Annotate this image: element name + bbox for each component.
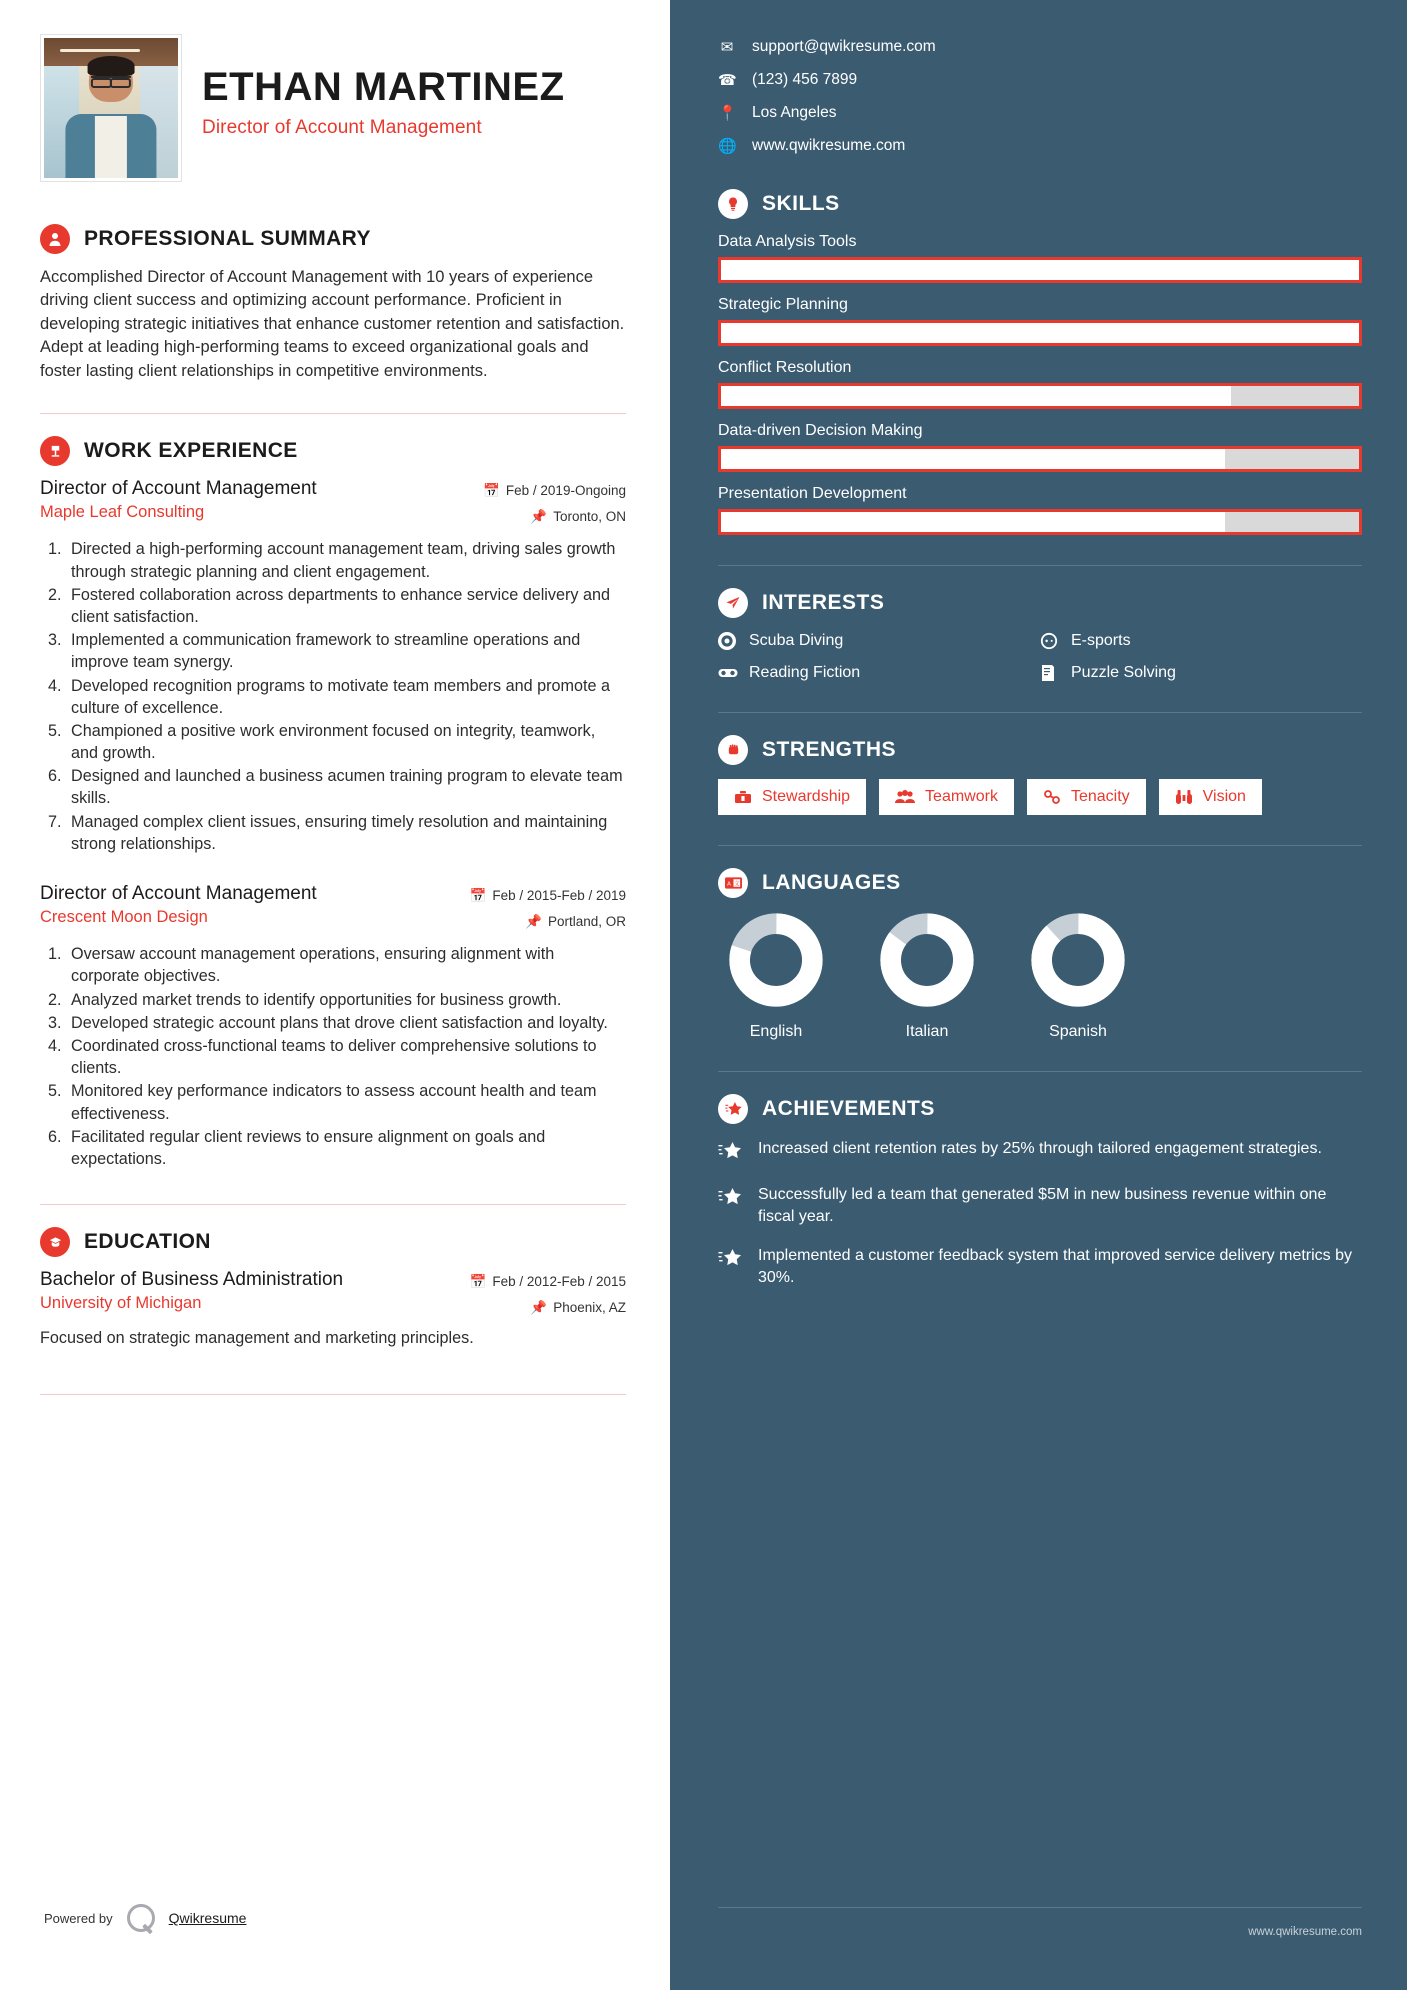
list-item: 4. Coordinated cross-functional teams to deliver comprehensive solutions to clients. — [66, 1035, 626, 1079]
language-item — [1030, 912, 1126, 1041]
work-title: Director of Account Management — [40, 478, 317, 500]
divider — [40, 1394, 626, 1395]
education-meta — [470, 1269, 626, 1320]
page-title: ETHAN MARTINEZ — [202, 65, 565, 109]
sidebar-footer-url: www.qwikresume.com — [1248, 1926, 1362, 1938]
footer-branding — [44, 1904, 246, 1932]
work-dates: Feb / 2019-Ongoing — [505, 483, 626, 499]
sidebar-divider — [718, 712, 1362, 713]
star-icon — [718, 1184, 744, 1228]
skill-item — [718, 296, 1362, 346]
list-item: 5. Monitored key performance indicators to assess account health and team effectiveness. — [66, 1080, 626, 1124]
section-title: WORK EXPERIENCE — [84, 439, 298, 463]
interest-item — [718, 664, 1040, 682]
sidebar-divider — [718, 845, 1362, 846]
skill-item — [718, 359, 1362, 409]
list-item: 7. Managed complex client issues, ensuring timely resolution and maintaining strong relationships. — [66, 811, 626, 855]
contact-location — [718, 104, 1362, 122]
list-item: 3. Developed strategic account plans that drove client satisfaction and loyalty. — [66, 1012, 626, 1034]
fist-icon — [718, 735, 748, 765]
svg-text:A: A — [726, 881, 731, 888]
section-header — [40, 224, 626, 254]
globe-icon: 🌐 — [718, 138, 737, 155]
section-title: ACHIEVEMENTS — [762, 1097, 935, 1120]
powered-by-label: Powered by — [44, 1910, 113, 1926]
qwikresume-logo-icon — [127, 1904, 155, 1932]
contact-value: Los Angeles — [752, 104, 837, 121]
section-title: LANGUAGES — [762, 871, 901, 894]
gamepad-round-icon — [1040, 632, 1060, 650]
location-pin-icon: 📌 — [530, 1299, 548, 1315]
location-pin-icon: 📌 — [525, 913, 542, 929]
language-donut — [728, 912, 824, 1008]
sidebar-divider — [718, 1071, 1362, 1072]
interest-label: Scuba Diving — [749, 632, 844, 649]
list-item: 5. Championed a positive work environment focused on integrity, teamwork, and growth. — [66, 720, 626, 764]
section-languages — [718, 868, 1362, 1041]
user-icon — [40, 224, 70, 254]
section-education — [40, 1227, 626, 1348]
skill-bar — [718, 383, 1362, 409]
contact-value: (123) 456 7899 — [752, 71, 858, 88]
strength-label: Vision — [1202, 788, 1246, 805]
star-badge-icon — [718, 1094, 748, 1124]
phone-icon: ☎ — [718, 72, 737, 89]
interest-label: Puzzle Solving — [1071, 664, 1176, 681]
work-meta — [470, 883, 626, 934]
work-item — [40, 883, 626, 1170]
interest-item — [1040, 664, 1362, 682]
avatar — [40, 34, 182, 182]
star-icon — [718, 1245, 744, 1289]
paper-plane-icon — [718, 588, 748, 618]
job-role-subtitle: Director of Account Management — [202, 117, 482, 138]
calendar-icon: 📅 — [483, 483, 500, 499]
binoculars-icon — [1175, 789, 1193, 805]
section-title: SKILLS — [762, 192, 840, 215]
section-header — [40, 1227, 626, 1257]
interest-item — [718, 632, 1040, 650]
contact-website[interactable] — [718, 137, 1362, 155]
lightbulb-icon — [718, 189, 748, 219]
section-header — [718, 735, 1362, 765]
work-bullets — [66, 943, 626, 1170]
svg-text:文: 文 — [733, 881, 740, 888]
translate-icon — [718, 868, 748, 898]
languages-list — [718, 912, 1362, 1041]
work-location: Portland, OR — [547, 913, 626, 929]
language-label: Italian — [905, 1023, 949, 1040]
contact-value: www.qwikresume.com — [752, 137, 906, 154]
section-title: EDUCATION — [84, 1230, 211, 1254]
interest-item — [1040, 632, 1362, 650]
strength-badge — [1027, 779, 1146, 815]
sidebar-divider — [718, 1907, 1362, 1908]
contact-value: support@qwikresume.com — [752, 38, 936, 55]
work-company: Maple Leaf Consulting — [40, 503, 205, 522]
list-item: 2. Analyzed market trends to identify opportunities for business growth. — [66, 989, 626, 1011]
achievement-item — [718, 1138, 1362, 1167]
section-title: STRENGTHS — [762, 738, 897, 761]
skill-label: Data Analysis Tools — [718, 233, 857, 250]
skill-label: Conflict Resolution — [718, 359, 852, 376]
list-item: 6. Designed and launched a business acumen training program to elevate team skills. — [66, 765, 626, 809]
education-degree: Bachelor of Business Administration — [40, 1269, 344, 1291]
interest-label: E-sports — [1071, 632, 1131, 649]
location-pin-icon: 📌 — [530, 508, 548, 524]
briefcase-chair-icon — [40, 436, 70, 466]
calendar-icon: 📅 — [469, 1274, 487, 1290]
education-description: Focused on strategic management and marketing principles. — [40, 1329, 474, 1348]
language-label: English — [749, 1023, 803, 1040]
section-header — [718, 868, 1362, 898]
sidebar — [670, 0, 1407, 1990]
section-skills — [718, 189, 1362, 535]
left-column — [0, 0, 670, 1990]
work-title: Director of Account Management — [40, 883, 317, 905]
chain-link-icon — [1043, 789, 1061, 805]
work-item — [40, 478, 626, 855]
list-item: 2. Fostered collaboration across departments to enhance service delivery and client satisfaction. — [66, 584, 626, 628]
education-dates: Feb / 2012-Feb / 2015 — [492, 1274, 626, 1290]
list-item: 1. Directed a high-performing account management team, driving sales growth through strategic planning and client engagement. — [66, 538, 626, 582]
achievement-text: Implemented a customer feedback system that improved service delivery metrics by 30%. — [758, 1247, 1353, 1287]
sidebar-divider — [718, 565, 1362, 566]
graduation-icon — [40, 1227, 70, 1257]
work-bullets — [66, 538, 626, 855]
qwikresume-link[interactable]: Qwikresume — [168, 1910, 247, 1926]
list-item: 4. Developed recognition programs to motivate team members and promote a culture of excellence. — [66, 675, 626, 719]
interests-grid — [718, 632, 1362, 682]
section-interests — [718, 588, 1362, 682]
skill-label: Presentation Development — [718, 485, 907, 502]
section-strengths — [718, 735, 1362, 815]
strength-badge — [879, 779, 1014, 815]
list-item: 1. Oversaw account management operations, ensuring alignment with corporate objectives. — [66, 943, 626, 987]
strengths-list — [718, 779, 1362, 815]
summary-text: Accomplished Director of Account Management with 10 years of experience driving client success and optimizing account performance. Proficient in developing strategic initiatives that enhance customer retention and satisfaction. Adept at leading high-performing teams to exceed organizational goals and foster lasting client relationships in competitive environments. — [40, 268, 625, 380]
language-donut — [879, 912, 975, 1008]
education-school: University of Michigan — [40, 1294, 202, 1313]
skill-label: Strategic Planning — [718, 296, 848, 313]
resume-header — [40, 34, 626, 194]
education-location: Phoenix, AZ — [553, 1299, 626, 1315]
achievement-text: Successfully led a team that generated $5M in new business revenue within one fiscal year. — [758, 1186, 1327, 1226]
strength-label: Stewardship — [762, 788, 851, 805]
interest-label: Reading Fiction — [749, 664, 861, 681]
work-meta — [483, 478, 626, 529]
contact-email[interactable] — [718, 38, 1362, 56]
skill-bar — [718, 509, 1362, 535]
language-item — [879, 912, 975, 1041]
star-icon — [718, 1138, 744, 1167]
location-pin-icon: 📍 — [718, 105, 737, 122]
language-item — [728, 912, 824, 1041]
lifebuoy-icon — [718, 632, 738, 650]
section-title: PROFESSIONAL SUMMARY — [84, 227, 371, 250]
section-work-experience — [40, 436, 626, 1170]
puzzle-book-icon — [1040, 664, 1060, 682]
name-block — [202, 34, 565, 139]
profile-photo — [44, 38, 178, 178]
skill-bar — [718, 257, 1362, 283]
list-item: 6. Facilitated regular client reviews to ensure alignment on goals and expectations. — [66, 1126, 626, 1170]
contact-phone[interactable] — [718, 71, 1362, 89]
strength-label: Tenacity — [1070, 788, 1130, 805]
skill-bar — [718, 320, 1362, 346]
education-item — [40, 1269, 626, 1348]
work-company: Crescent Moon Design — [40, 908, 208, 927]
language-label: Spanish — [1049, 1023, 1107, 1040]
envelope-icon: ✉ — [720, 39, 734, 56]
contact-block — [718, 38, 1362, 155]
divider — [40, 1204, 626, 1205]
section-professional-summary — [40, 224, 626, 383]
work-dates: Feb / 2015-Feb / 2019 — [492, 888, 626, 904]
section-title: INTERESTS — [762, 591, 885, 614]
divider — [40, 413, 626, 414]
toolbox-icon — [734, 789, 752, 805]
section-header — [718, 588, 1362, 618]
achievement-text: Increased client retention rates by 25% through tailored engagement strategies. — [758, 1140, 1322, 1157]
strength-badge — [718, 779, 866, 815]
people-icon — [895, 789, 915, 805]
strength-label: Teamwork — [925, 788, 998, 805]
work-location: Toronto, ON — [553, 508, 626, 524]
achievement-item — [718, 1245, 1362, 1289]
skill-item — [718, 422, 1362, 472]
section-header — [718, 189, 1362, 219]
skill-label: Data-driven Decision Making — [718, 422, 923, 439]
skill-item — [718, 485, 1362, 535]
section-achievements — [718, 1094, 1362, 1289]
list-item: 3. Implemented a communication framework to streamline operations and improve team synergy. — [66, 629, 626, 673]
calendar-icon: 📅 — [469, 888, 487, 904]
section-header — [40, 436, 626, 466]
gamepad-icon — [718, 665, 738, 681]
language-donut — [1030, 912, 1126, 1008]
achievement-item — [718, 1184, 1362, 1228]
strength-badge — [1159, 779, 1262, 815]
skill-bar — [718, 446, 1362, 472]
section-header — [718, 1094, 1362, 1124]
skill-item — [718, 233, 1362, 283]
